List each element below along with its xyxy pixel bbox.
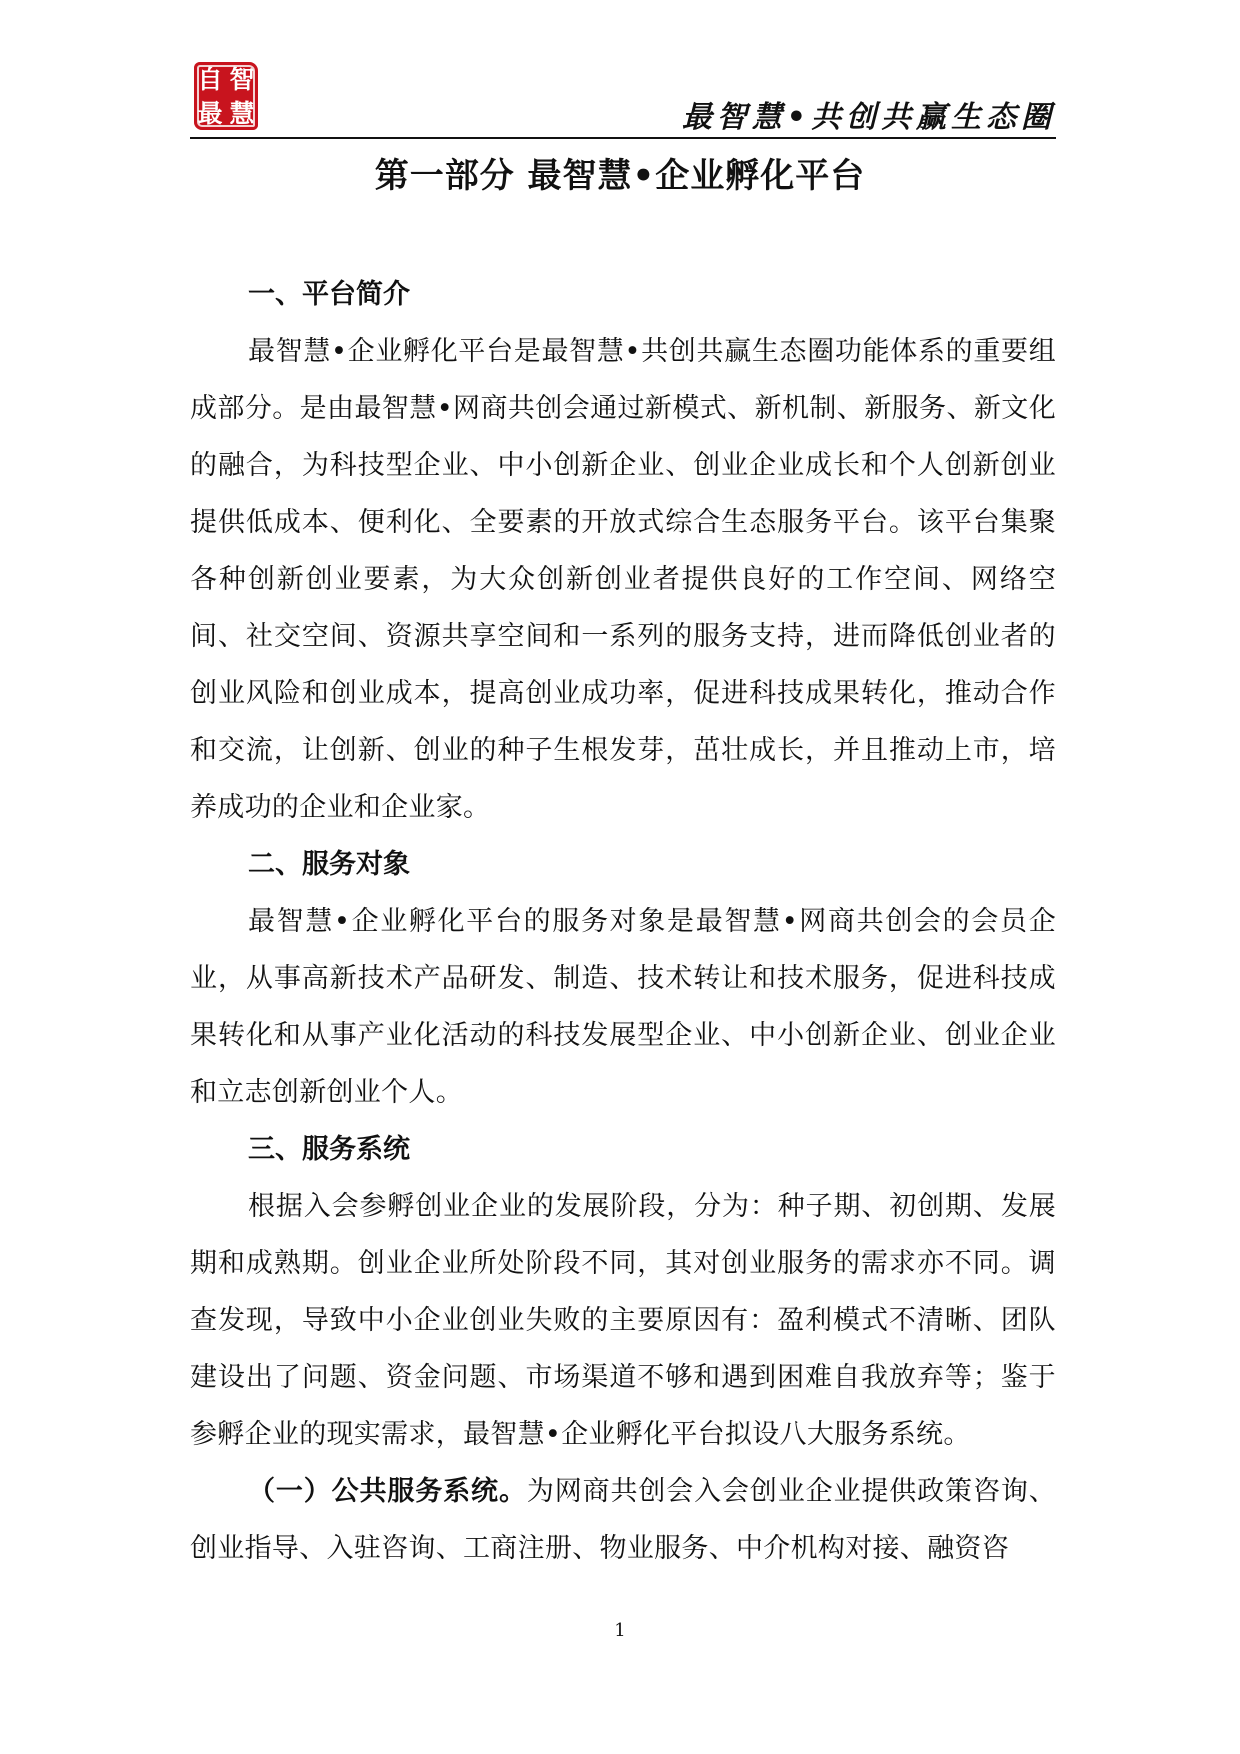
header-slogan: 最智慧•共创共赢生态圈: [681, 100, 1056, 135]
seal-char: 慧: [229, 98, 255, 128]
page-number: 1: [614, 1620, 626, 1641]
subsection-paragraph: [190, 1463, 1056, 1577]
paragraph: 根据入会参孵创业企业的发展阶段，分为：种子期、初创期、发展期和成熟期。创业企业所处阶段不同，其对创业服务的需求亦不同。调查发现，导致中小企业创业失败的主要原因有：盈利模式不清晰、团队建设出了问题、资金问题、市场渠道不够和遇到困难自我放弃等；鉴于参孵企业的现实需求，最智慧•企业孵化平台拟设八大服务系统。: [190, 1191, 1056, 1450]
paragraph: 最智慧•企业孵化平台是最智慧•共创共赢生态圈功能体系的重要组成部分。是由最智慧•网商共创会通过新模式、新机制、新服务、新文化的融合，为科技型企业、中小创新企业、创业企业成长和个人创新创业提供低成本、便利化、全要素的开放式综合生态服务平台。该平台集聚各种创新创业要素，为大众创新创业者提供良好的工作空间、网络空间、社交空间、资源共享空间和一系列的服务支持，进而降低创业者的创业风险和创业成本，提高创业成功率，促进科技成果转化，推动合作和交流，让创新、创业的种子生根发芽，茁壮成长，并且推动上市，培养成功的企业和企业家。: [190, 336, 1056, 823]
section-heading: 二、服务对象: [248, 849, 410, 880]
subsection-text: 为网商共创会入会创业企业提供政策咨询、创业指导、入驻咨询、工商注册、物业服务、中介机构对接、融资咨: [190, 1476, 1057, 1564]
seal-char: 智: [229, 64, 255, 94]
header-divider: [190, 137, 1056, 139]
paragraph: 最智慧•企业孵化平台的服务对象是最智慧•网商共创会的会员企业，从事高新技术产品研发、制造、技术转让和技术服务，促进科技成果转化和从事产业化活动的科技发展型企业、中小创新企业、创业企业和立志创新创业个人。: [190, 906, 1056, 1108]
seal-logo: [194, 62, 258, 130]
section-heading: 一、平台简介: [248, 279, 410, 310]
section-heading: 三、服务系统: [248, 1134, 410, 1165]
seal-char: 自: [197, 64, 223, 94]
document-title: 第一部分 最智慧•企业孵化平台: [374, 156, 866, 196]
seal-char: 最: [197, 98, 223, 128]
document-body: [190, 266, 1056, 1577]
subsection-label: （一）公共服务系统。: [248, 1476, 527, 1507]
